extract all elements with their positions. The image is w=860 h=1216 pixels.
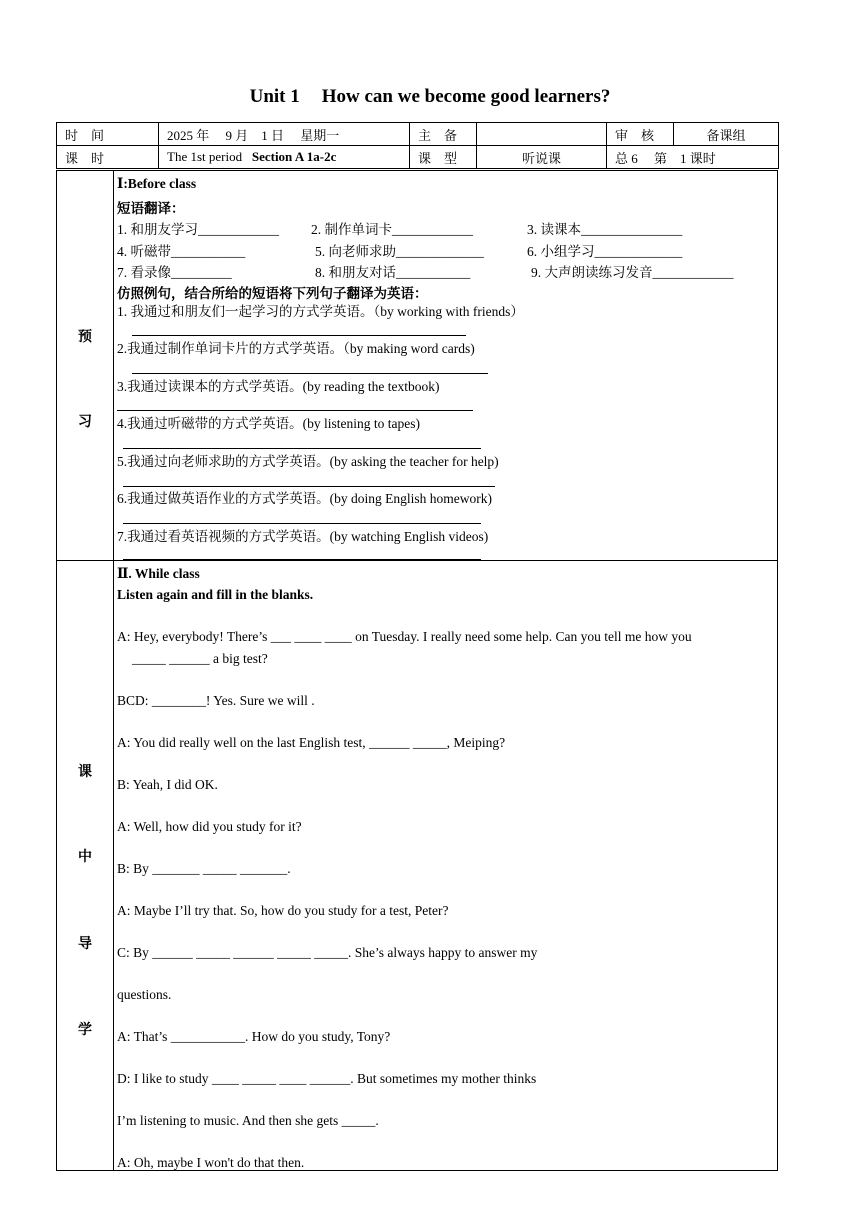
phrase-item: 6. 小组学习_____________ — [527, 244, 683, 259]
dialogue-line: B: By _______ _____ _______. — [117, 861, 291, 876]
dialogue-line: questions. — [117, 987, 172, 1002]
side-char: 习 — [78, 414, 92, 430]
phrase-item: 2. 制作单词卡____________ — [311, 222, 473, 237]
preview-side-label — [57, 171, 114, 560]
section-heading: Ⅰ:Before class — [117, 176, 197, 191]
sentence-item: 4.我通过听磁带的方式学英语。(by listening to tapes) — [117, 416, 420, 431]
while-class-content — [117, 561, 773, 1170]
period-value — [159, 146, 410, 169]
answer-line — [123, 448, 481, 449]
side-char: 预 — [78, 329, 92, 345]
side-char: 学 — [78, 1022, 92, 1038]
dialogue-line: A: That’s ___________. How do you study, Tony? — [117, 1029, 391, 1044]
dialogue-line: D: I like to study ____ _____ ____ ______. But sometimes my mother thinks — [117, 1071, 537, 1086]
preparer-label: 主 备 — [410, 123, 477, 146]
answer-line — [132, 335, 466, 336]
phrase-item: 8. 和朋友对话___________ — [315, 265, 471, 280]
header-row-1 — [57, 123, 779, 146]
dialogue-line: A: Maybe I’ll try that. So, how do you study for a test, Peter? — [117, 903, 449, 918]
dialogue-line: A: You did really well on the last English test, ______ _____, Meiping? — [117, 735, 506, 750]
section-heading: Ⅱ. While class — [117, 566, 200, 581]
while-class-side-label — [57, 561, 114, 1170]
dialogue-line: _____ ______ a big test? — [132, 651, 268, 666]
title-unit: Unit 1 — [249, 86, 300, 107]
answer-line — [117, 410, 473, 411]
reviewer-label: 审 核 — [607, 123, 674, 146]
sentence-title: 仿照例句，结合所给的短语将下列句子翻译为英语： — [117, 286, 428, 301]
page-title — [0, 86, 860, 108]
sentence-item: 7.我通过看英语视频的方式学英语。(by watching English videos) — [117, 529, 489, 544]
sentence-item: 5.我通过向老师求助的方式学英语。(by asking the teacher for help) — [117, 454, 499, 469]
side-char: 中 — [78, 849, 92, 865]
instruction: Listen again and fill in the blanks. — [117, 587, 314, 602]
answer-line — [132, 373, 488, 374]
date-value: 2025 年 9 月 1 日 星期一 — [159, 123, 410, 146]
title-question: How can we become good learners? — [321, 86, 611, 107]
time-label: 时 间 — [57, 123, 159, 146]
lesson-type-label: 课 型 — [410, 146, 477, 169]
period-name: The 1st period — [167, 149, 243, 164]
preparer-value — [477, 123, 607, 146]
dialogue-line: B: Yeah, I did OK. — [117, 777, 218, 792]
sentence-item: 2.我通过制作单词卡片的方式学英语。（by making word cards) — [117, 341, 475, 356]
lesson-count: 总 6 第 1 课时 — [607, 146, 779, 169]
preview-section — [56, 170, 778, 561]
phrase-item: 9. 大声朗读练习发音____________ — [531, 265, 734, 280]
dialogue-line: A: Oh, maybe I won't do that then. — [117, 1155, 305, 1170]
phrase-item: 4. 听磁带___________ — [117, 244, 246, 259]
answer-line — [123, 523, 481, 524]
sentence-item: 6.我通过做英语作业的方式学英语。(by doing English homework) — [117, 491, 492, 506]
dialogue-line: BCD: ________! Yes. Sure we will . — [117, 693, 315, 708]
dialogue-line: I’m listening to music. And then she gets _____. — [117, 1113, 379, 1128]
phrase-title: 短语翻译： — [117, 201, 185, 216]
header-row-2 — [57, 146, 779, 169]
phrase-item: 3. 读课本_______________ — [527, 222, 683, 237]
section-name: Section A 1a-2c — [251, 149, 337, 164]
side-char: 课 — [78, 764, 92, 780]
dialogue-line: A: Well, how did you study for it? — [117, 819, 302, 834]
dialogue-line: A: Hey, everybody! There’s ___ ____ ____ on Tuesday. I really need some help. Can you tell me how you — [117, 629, 692, 644]
period-label: 课 时 — [57, 146, 159, 169]
phrase-item: 7. 看录像_________ — [117, 265, 232, 280]
preview-content — [117, 171, 773, 560]
lesson-type-value: 听说课 — [477, 146, 607, 169]
phrase-item: 5. 向老师求助_____________ — [315, 244, 484, 259]
side-char: 导 — [78, 936, 92, 952]
sentence-item: 1. 我通过和朋友们一起学习的方式学英语。（by working with friends） — [117, 304, 524, 319]
header-table — [56, 122, 778, 170]
sentence-item: 3.我通过读课本的方式学英语。(by reading the textbook) — [117, 379, 440, 394]
dialogue-line: C: By ______ _____ ______ _____ _____. She’s always happy to answer my — [117, 945, 538, 960]
while-class-section — [56, 560, 778, 1171]
phrase-item: 1. 和朋友学习____________ — [117, 222, 279, 237]
reviewer-value: 备课组 — [674, 123, 779, 146]
